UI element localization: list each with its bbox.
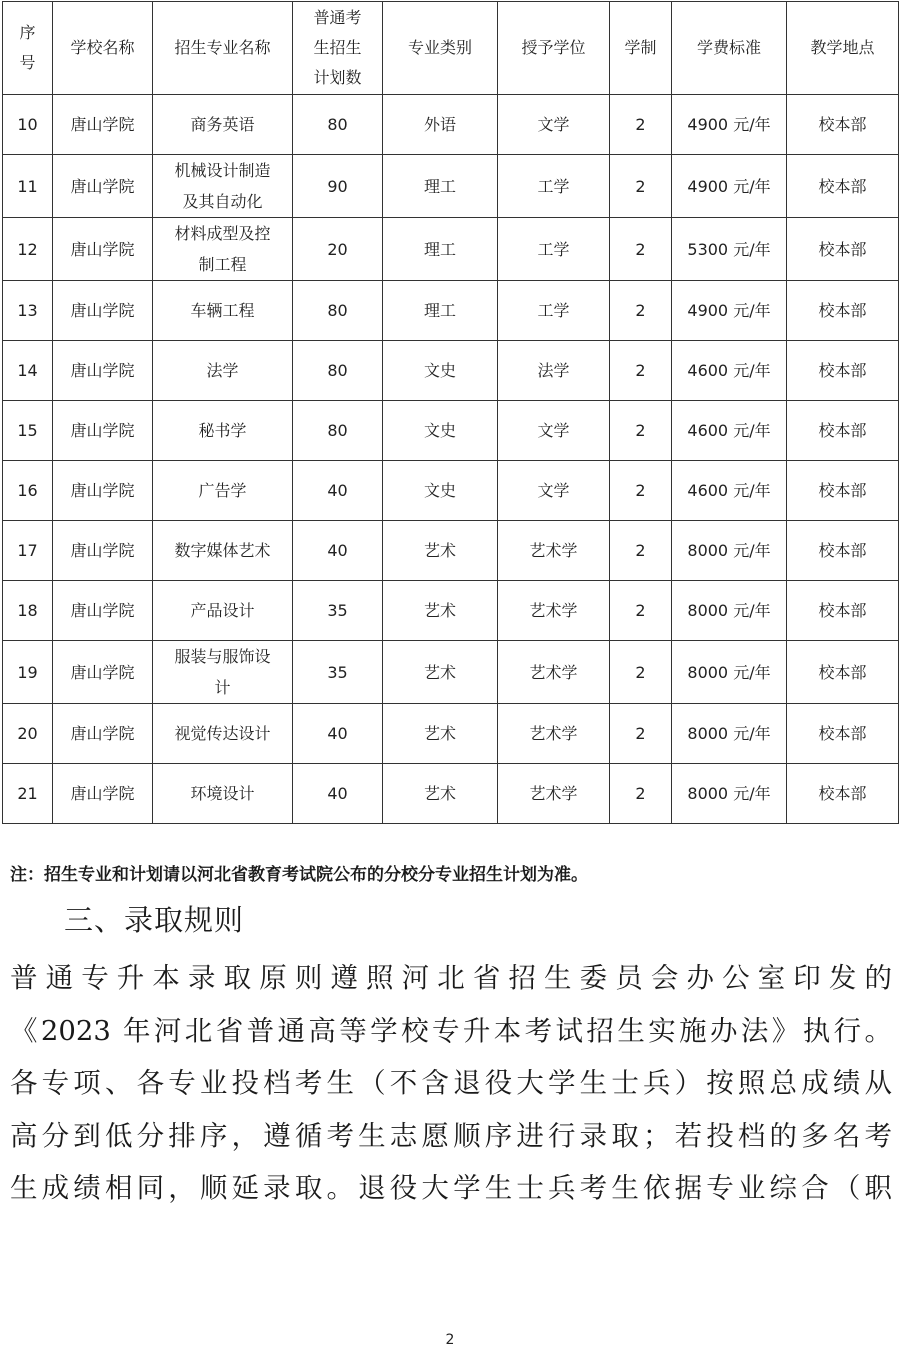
major-line: 计 [214, 678, 231, 697]
cell-category: 理工 [383, 155, 498, 218]
note-text: 注：招生专业和计划请以河北省教育考试院公布的分校分专业招生计划为准。 [10, 865, 588, 885]
cell-major [153, 95, 293, 155]
cell-major [153, 401, 293, 461]
cell-fee: 4600 元/年 [672, 461, 787, 521]
paragraph-line: 生成绩相同，顺延录取。退役大学生士兵考生依据专业综合（职 [10, 1172, 892, 1204]
cell-degree: 艺术学 [498, 581, 610, 641]
header-no [3, 2, 53, 95]
major-line: 环境设计 [190, 784, 255, 803]
cell-plan: 40 [293, 764, 383, 824]
cell-major [153, 155, 293, 218]
cell-years: 2 [610, 461, 672, 521]
cell-school: 唐山学院 [53, 341, 153, 401]
cell-category: 艺术 [383, 641, 498, 704]
cell-school: 唐山学院 [53, 401, 153, 461]
cell-degree: 艺术学 [498, 764, 610, 824]
cell-no: 16 [3, 461, 53, 521]
header-school [53, 2, 153, 95]
header-fee [672, 2, 787, 95]
table-body [3, 95, 899, 824]
cell-years: 2 [610, 704, 672, 764]
cell-school: 唐山学院 [53, 461, 153, 521]
cell-fee: 8000 元/年 [672, 641, 787, 704]
cell-degree: 艺术学 [498, 641, 610, 704]
cell-years: 2 [610, 764, 672, 824]
cell-years: 2 [610, 281, 672, 341]
cell-fee: 8000 元/年 [672, 521, 787, 581]
cell-fee: 4600 元/年 [672, 341, 787, 401]
major-line: 车辆工程 [190, 301, 255, 320]
cell-no: 14 [3, 341, 53, 401]
cell-fee: 4600 元/年 [672, 401, 787, 461]
header-category [383, 2, 498, 95]
cell-plan: 35 [293, 641, 383, 704]
cell-degree: 工学 [498, 218, 610, 281]
cell-location: 校本部 [787, 581, 899, 641]
cell-plan: 80 [293, 341, 383, 401]
cell-location: 校本部 [787, 521, 899, 581]
cell-category: 艺术 [383, 764, 498, 824]
table-row [3, 704, 899, 764]
cell-school: 唐山学院 [53, 704, 153, 764]
cell-category: 文史 [383, 341, 498, 401]
cell-major [153, 218, 293, 281]
cell-degree: 文学 [498, 401, 610, 461]
major-line: 机械设计制造 [174, 161, 271, 180]
cell-fee: 4900 元/年 [672, 155, 787, 218]
table-row [3, 581, 899, 641]
cell-school: 唐山学院 [53, 155, 153, 218]
paragraph-line: 《2023 年河北省普通高等学校专升本考试招生实施办法》执行。 [10, 1014, 892, 1047]
table-row [3, 764, 899, 824]
header-line: 计划数 [313, 68, 362, 87]
cell-degree: 工学 [498, 155, 610, 218]
header-degree [498, 2, 610, 95]
header-line: 授予学位 [521, 38, 586, 57]
cell-plan: 40 [293, 521, 383, 581]
cell-school: 唐山学院 [53, 218, 153, 281]
cell-category: 文史 [383, 461, 498, 521]
table-row [3, 218, 899, 281]
major-line: 广告学 [198, 481, 247, 500]
cell-no: 12 [3, 218, 53, 281]
header-line: 学制 [624, 38, 657, 57]
major-line: 材料成型及控 [174, 224, 271, 243]
cell-plan: 20 [293, 218, 383, 281]
cell-fee: 4900 元/年 [672, 281, 787, 341]
cell-location: 校本部 [787, 155, 899, 218]
cell-plan: 35 [293, 581, 383, 641]
cell-category: 艺术 [383, 581, 498, 641]
cell-plan: 90 [293, 155, 383, 218]
cell-no: 11 [3, 155, 53, 218]
major-line: 服装与服饰设 [174, 647, 271, 666]
cell-no: 20 [3, 704, 53, 764]
cell-years: 2 [610, 155, 672, 218]
header-years [610, 2, 672, 95]
cell-years: 2 [610, 641, 672, 704]
page-number: 2 [445, 1332, 455, 1348]
table-row [3, 461, 899, 521]
cell-no: 17 [3, 521, 53, 581]
cell-category: 理工 [383, 281, 498, 341]
cell-years: 2 [610, 341, 672, 401]
admission-rules-paragraph [10, 952, 892, 1215]
cell-category: 艺术 [383, 521, 498, 581]
cell-major [153, 521, 293, 581]
header-line: 学费标准 [696, 38, 761, 57]
cell-location: 校本部 [787, 461, 899, 521]
major-line: 制工程 [198, 255, 247, 274]
header-line: 专业类别 [407, 38, 472, 57]
cell-plan: 40 [293, 704, 383, 764]
cell-major [153, 704, 293, 764]
cell-location: 校本部 [787, 218, 899, 281]
cell-fee: 5300 元/年 [672, 218, 787, 281]
cell-no: 15 [3, 401, 53, 461]
table-row [3, 281, 899, 341]
paragraph-line: 普通专升本录取原则遵照河北省招生委员会办公室印发的 [10, 962, 892, 994]
table-row [3, 341, 899, 401]
cell-category: 艺术 [383, 704, 498, 764]
major-line: 秘书学 [198, 421, 247, 440]
cell-category: 文史 [383, 401, 498, 461]
cell-location: 校本部 [787, 704, 899, 764]
cell-category: 理工 [383, 218, 498, 281]
cell-location: 校本部 [787, 401, 899, 461]
cell-location: 校本部 [787, 641, 899, 704]
table-row [3, 641, 899, 704]
table-row [3, 401, 899, 461]
header-line: 招生专业名称 [174, 38, 271, 57]
cell-school: 唐山学院 [53, 764, 153, 824]
cell-degree: 文学 [498, 461, 610, 521]
table-header-row [3, 2, 899, 95]
cell-school: 唐山学院 [53, 521, 153, 581]
table-row [3, 155, 899, 218]
major-line: 产品设计 [190, 601, 255, 620]
header-line: 学校名称 [70, 38, 135, 57]
header-plan [293, 2, 383, 95]
cell-location: 校本部 [787, 764, 899, 824]
cell-category: 外语 [383, 95, 498, 155]
cell-years: 2 [610, 581, 672, 641]
header-line: 序 [19, 23, 36, 42]
cell-degree: 工学 [498, 281, 610, 341]
header-location [787, 2, 899, 95]
cell-major [153, 281, 293, 341]
section-heading: 三、录取规则 [64, 903, 245, 937]
cell-school: 唐山学院 [53, 581, 153, 641]
cell-degree: 法学 [498, 341, 610, 401]
cell-degree: 文学 [498, 95, 610, 155]
cell-no: 10 [3, 95, 53, 155]
cell-location: 校本部 [787, 95, 899, 155]
cell-major [153, 764, 293, 824]
header-line: 号 [19, 53, 36, 72]
table-row [3, 521, 899, 581]
cell-no: 13 [3, 281, 53, 341]
cell-no: 18 [3, 581, 53, 641]
table-row [3, 95, 899, 155]
cell-location: 校本部 [787, 281, 899, 341]
cell-fee: 4900 元/年 [672, 95, 787, 155]
cell-school: 唐山学院 [53, 95, 153, 155]
cell-years: 2 [610, 95, 672, 155]
cell-school: 唐山学院 [53, 641, 153, 704]
cell-years: 2 [610, 218, 672, 281]
cell-years: 2 [610, 521, 672, 581]
header-major [153, 2, 293, 95]
major-line: 及其自动化 [182, 192, 263, 211]
major-line: 视觉传达设计 [174, 724, 271, 743]
cell-no: 21 [3, 764, 53, 824]
cell-plan: 80 [293, 401, 383, 461]
cell-plan: 80 [293, 281, 383, 341]
cell-major [153, 461, 293, 521]
header-line: 生招生 [313, 38, 362, 57]
cell-major [153, 581, 293, 641]
cell-school: 唐山学院 [53, 281, 153, 341]
paragraph-line: 各专项、各专业投档考生（不含退役大学生士兵）按照总成绩从 [10, 1067, 892, 1099]
header-line: 教学地点 [810, 38, 875, 57]
cell-degree: 艺术学 [498, 704, 610, 764]
cell-plan: 80 [293, 95, 383, 155]
cell-major [153, 641, 293, 704]
cell-no: 19 [3, 641, 53, 704]
major-line: 数字媒体艺术 [174, 541, 271, 560]
cell-location: 校本部 [787, 341, 899, 401]
cell-fee: 8000 元/年 [672, 764, 787, 824]
cell-fee: 8000 元/年 [672, 704, 787, 764]
cell-fee: 8000 元/年 [672, 581, 787, 641]
paragraph-line: 高分到低分排序，遵循考生志愿顺序进行录取；若投档的多名考 [10, 1119, 892, 1152]
cell-major [153, 341, 293, 401]
major-line: 商务英语 [190, 115, 255, 134]
major-line: 法学 [206, 361, 239, 380]
cell-years: 2 [610, 401, 672, 461]
header-line: 普通考 [313, 8, 362, 27]
cell-degree: 艺术学 [498, 521, 610, 581]
cell-plan: 40 [293, 461, 383, 521]
enrollment-plan-table [2, 1, 899, 824]
